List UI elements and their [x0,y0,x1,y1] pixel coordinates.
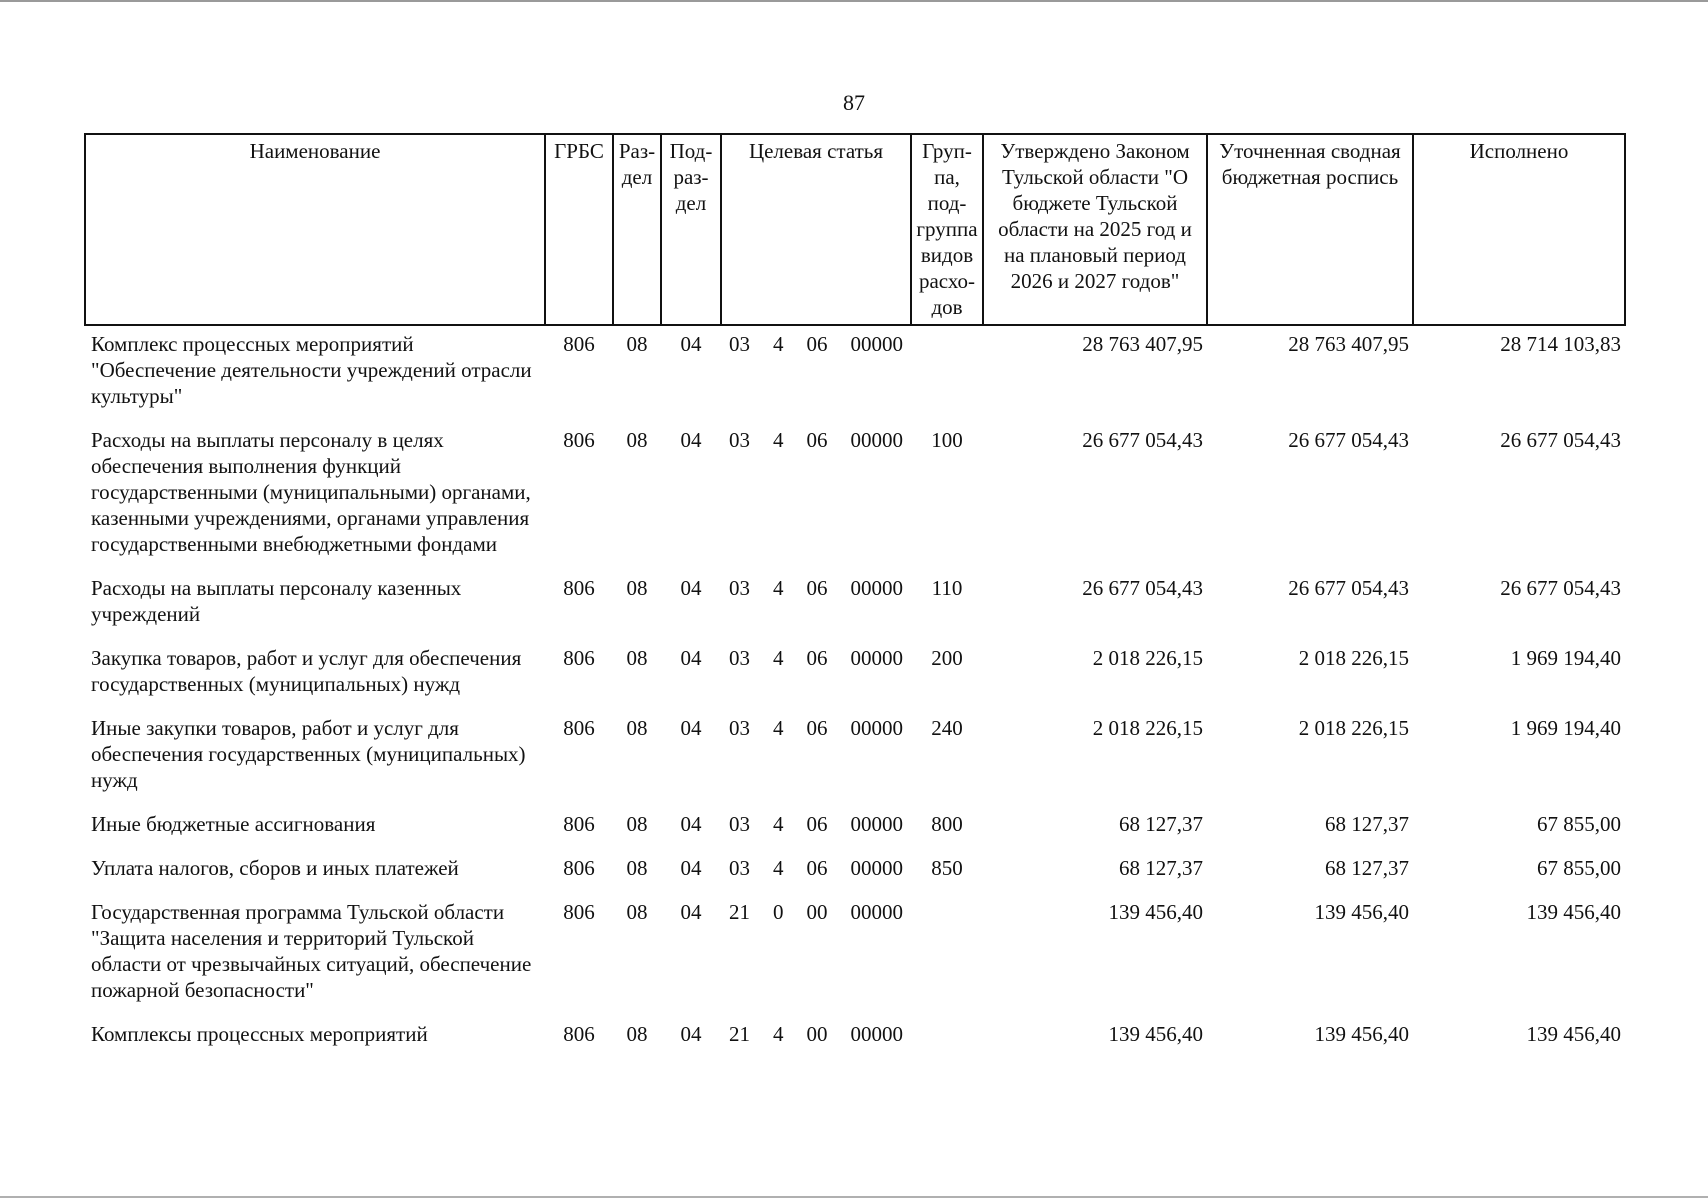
row-gruppa [911,1016,983,1060]
table-row [85,710,1625,806]
row-approved-amount: 139 456,40 [1108,900,1203,924]
row-refined-amount: 2 018 226,15 [1298,716,1409,740]
table-body [85,325,1625,1060]
row-podrazdel: 04 [680,900,702,924]
row-name: Уплата налогов, сборов и иных платежей [91,856,459,880]
tselevaya-statya-parts [723,855,909,881]
row-approved-amount: 26 677 054,43 [1082,428,1203,452]
row-tselevaya-statya [721,850,911,894]
row-name: Комплекс процессных мероприятий "Обеспечение деятельности учреждений отрасли культуры" [91,332,532,408]
tselevaya-part-2: 4 [773,576,784,600]
row-name: Расходы на выплаты персоналу казенных учреждений [91,576,462,626]
row-razdel: 08 [626,428,648,452]
table-row [85,422,1625,570]
row-tselevaya-statya [721,640,911,710]
row-tselevaya-statya [721,422,911,570]
row-refined-amount: 26 677 054,43 [1288,428,1409,452]
row-tselevaya-statya [721,806,911,850]
row-approved-amount: 2 018 226,15 [1092,646,1203,670]
tselevaya-part-4: 00000 [850,576,903,600]
tselevaya-statya-parts [723,899,909,925]
row-approved-amount: 2 018 226,15 [1092,716,1203,740]
table-row [85,325,1625,422]
row-podrazdel: 04 [680,856,702,880]
scan-edge-top [0,0,1708,2]
tselevaya-part-3: 06 [806,812,828,836]
row-grbs: 806 [563,1022,595,1046]
tselevaya-part-2: 4 [773,812,784,836]
table-row [85,894,1625,1016]
row-refined-amount: 26 677 054,43 [1288,576,1409,600]
tselevaya-part-3: 00 [806,900,828,924]
row-gruppa: 240 [931,716,963,740]
row-tselevaya-statya [721,1016,911,1060]
row-gruppa [911,894,983,1016]
header-gruppa: Груп-па, под-группа видов расхо-дов [911,134,983,325]
table-row [85,1016,1625,1060]
tselevaya-part-3: 06 [806,856,828,880]
tselevaya-part-4: 00000 [850,646,903,670]
row-executed-amount: 1 969 194,40 [1510,646,1621,670]
tselevaya-part-1: 03 [729,428,750,452]
row-executed-amount: 67 855,00 [1537,856,1621,880]
tselevaya-part-2: 4 [773,332,784,356]
header-razdel: Раз-дел [613,134,661,325]
row-approved-amount: 28 763 407,95 [1082,332,1203,356]
row-refined-amount: 139 456,40 [1314,900,1409,924]
tselevaya-part-4: 00000 [850,900,903,924]
budget-table [84,133,1626,1060]
header-tselevaya-statya: Целевая статья [721,134,911,325]
row-executed-amount: 139 456,40 [1526,1022,1621,1046]
row-podrazdel: 04 [680,332,702,356]
tselevaya-part-3: 06 [806,646,828,670]
tselevaya-statya-parts [723,575,909,601]
row-gruppa [911,325,983,422]
tselevaya-part-2: 4 [773,856,784,880]
row-tselevaya-statya [721,894,911,1016]
tselevaya-statya-parts [723,811,909,837]
tselevaya-statya-parts [723,427,909,453]
tselevaya-part-3: 06 [806,332,828,356]
row-grbs: 806 [563,332,595,356]
tselevaya-statya-parts [723,645,909,671]
tselevaya-part-4: 00000 [850,332,903,356]
tselevaya-part-3: 00 [806,1022,828,1046]
row-razdel: 08 [626,332,648,356]
row-name: Иные бюджетные ассигнования [91,812,376,836]
row-refined-amount: 28 763 407,95 [1288,332,1409,356]
row-tselevaya-statya [721,710,911,806]
tselevaya-part-3: 06 [806,576,828,600]
header-name: Наименование [85,134,545,325]
row-refined-amount: 2 018 226,15 [1298,646,1409,670]
tselevaya-statya-parts [723,1021,909,1047]
row-razdel: 08 [626,856,648,880]
row-gruppa: 200 [931,646,963,670]
row-grbs: 806 [563,812,595,836]
tselevaya-statya-parts [723,715,909,741]
tselevaya-part-1: 03 [729,576,750,600]
row-grbs: 806 [563,576,595,600]
row-refined-amount: 68 127,37 [1325,812,1409,836]
row-razdel: 08 [626,716,648,740]
row-executed-amount: 26 677 054,43 [1500,576,1621,600]
row-approved-amount: 26 677 054,43 [1082,576,1203,600]
tselevaya-part-1: 03 [729,812,750,836]
tselevaya-part-1: 03 [729,716,750,740]
row-gruppa: 100 [931,428,963,452]
row-name: Государственная программа Тульской области "Защита населения и территорий Тульской области от чрезвычайных ситуаций, обеспечение пожарной безопасности" [91,900,532,1002]
row-razdel: 08 [626,576,648,600]
row-podrazdel: 04 [680,812,702,836]
row-grbs: 806 [563,716,595,740]
row-podrazdel: 04 [680,646,702,670]
row-razdel: 08 [626,900,648,924]
tselevaya-part-2: 4 [773,1022,784,1046]
row-razdel: 08 [626,1022,648,1046]
row-grbs: 806 [563,646,595,670]
tselevaya-part-2: 4 [773,428,784,452]
row-name: Расходы на выплаты персоналу в целях обеспечения выполнения функций государственными (муниципальными) органами, казенными учреждениями, органами управления государственными внебюджетными фондами [91,428,531,556]
tselevaya-part-2: 0 [773,900,784,924]
tselevaya-part-4: 00000 [850,716,903,740]
row-grbs: 806 [563,428,595,452]
row-podrazdel: 04 [680,428,702,452]
row-grbs: 806 [563,856,595,880]
row-approved-amount: 139 456,40 [1108,1022,1203,1046]
row-razdel: 08 [626,812,648,836]
row-approved-amount: 68 127,37 [1119,856,1203,880]
tselevaya-part-4: 00000 [850,428,903,452]
tselevaya-part-4: 00000 [850,1022,903,1046]
row-name: Комплексы процессных мероприятий [91,1022,428,1046]
row-razdel: 08 [626,646,648,670]
table-row [85,570,1625,640]
tselevaya-part-3: 06 [806,716,828,740]
scan-edge-bottom [0,1196,1708,1198]
row-executed-amount: 139 456,40 [1526,900,1621,924]
header-utverzhdeno: Утверждено Законом Тульской области "О бюджете Тульской области на 2025 год и на плановый период 2026 и 2027 годов" [983,134,1207,325]
tselevaya-statya-parts [723,331,909,357]
header-grbs: ГРБС [545,134,613,325]
tselevaya-part-4: 00000 [850,812,903,836]
tselevaya-part-1: 03 [729,646,750,670]
row-executed-amount: 67 855,00 [1537,812,1621,836]
row-executed-amount: 1 969 194,40 [1510,716,1621,740]
tselevaya-part-2: 4 [773,716,784,740]
tselevaya-part-1: 03 [729,856,750,880]
row-gruppa: 850 [931,856,963,880]
row-gruppa: 110 [931,576,963,600]
table-row [85,850,1625,894]
row-gruppa: 800 [931,812,963,836]
tselevaya-part-1: 21 [729,1022,750,1046]
row-executed-amount: 26 677 054,43 [1500,428,1621,452]
row-tselevaya-statya [721,570,911,640]
page-number: 87 [843,90,865,115]
header-ispolneno: Исполнено [1413,134,1625,325]
row-name: Закупка товаров, работ и услуг для обеспечения государственных (муниципальных) нужд [91,646,522,696]
row-tselevaya-statya [721,325,911,422]
header-podrazdel: Под-раз-дел [661,134,721,325]
row-podrazdel: 04 [680,576,702,600]
table-row [85,640,1625,710]
table-row [85,806,1625,850]
row-podrazdel: 04 [680,716,702,740]
row-refined-amount: 139 456,40 [1314,1022,1409,1046]
tselevaya-part-4: 00000 [850,856,903,880]
tselevaya-part-2: 4 [773,646,784,670]
row-executed-amount: 28 714 103,83 [1500,332,1621,356]
tselevaya-part-3: 06 [806,428,828,452]
header-utochnennaya: Уточненная сводная бюджетная роспись [1207,134,1413,325]
tselevaya-part-1: 03 [729,332,750,356]
tselevaya-part-1: 21 [729,900,750,924]
table-header-row [85,134,1625,325]
row-refined-amount: 68 127,37 [1325,856,1409,880]
row-approved-amount: 68 127,37 [1119,812,1203,836]
row-name: Иные закупки товаров, работ и услуг для обеспечения государственных (муниципальных) нужд [91,716,526,792]
row-podrazdel: 04 [680,1022,702,1046]
row-grbs: 806 [563,900,595,924]
